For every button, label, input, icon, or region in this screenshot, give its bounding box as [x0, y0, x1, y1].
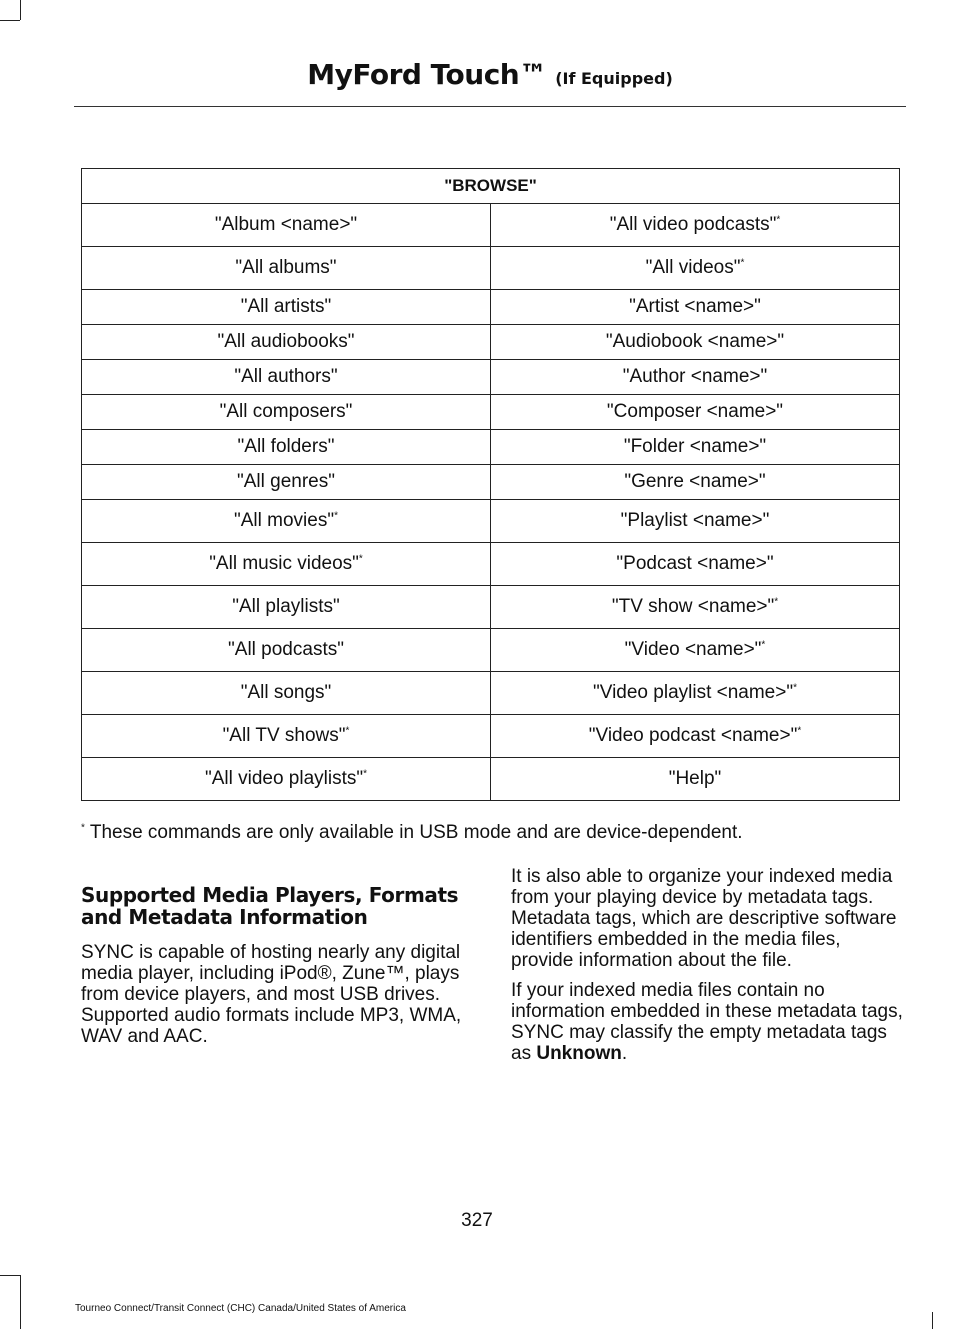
command-text: "Playlist <name>" — [620, 510, 770, 531]
footnote-marker: * — [334, 510, 338, 522]
table-row — [82, 290, 900, 325]
page-footer: Tourneo Connect/Transit Connect (CHC) Canada/United States of America — [75, 1303, 406, 1314]
table-cell-left — [82, 672, 491, 715]
paragraph: SYNC is capable of hosting nearly any digital media player, including iPod®, Zune™, plays from device players, and most USB drives. Supported audio formats include MP3, WMA, WAV and AAC. — [81, 942, 462, 1047]
command-text: "All albums" — [235, 257, 337, 278]
table-cell-right — [491, 758, 900, 801]
table-cell-left — [82, 629, 491, 672]
table-cell-left — [82, 465, 491, 500]
command-text: "All video podcasts" — [609, 214, 777, 235]
crop-mark — [932, 1312, 933, 1329]
command-text: "All podcasts" — [228, 639, 344, 660]
footnote — [81, 822, 743, 844]
table-cell-right — [491, 715, 900, 758]
footnote-marker: * — [81, 822, 85, 834]
table-row — [82, 395, 900, 430]
command-text: "All TV shows" — [222, 725, 346, 746]
command-text: "All composers" — [219, 401, 353, 422]
command-text: "Genre <name>" — [624, 471, 766, 492]
table-row — [82, 325, 900, 360]
table-row — [82, 715, 900, 758]
table-cell-right — [491, 290, 900, 325]
command-text: "Album <name>" — [214, 214, 358, 235]
table-cell-right — [491, 360, 900, 395]
page-header — [74, 58, 906, 107]
table-row — [82, 758, 900, 801]
table-cell-right — [491, 395, 900, 430]
table-cell-left — [82, 325, 491, 360]
table-heading: "BROWSE" — [82, 169, 900, 204]
table-cell-left — [82, 247, 491, 290]
table-cell-left — [82, 500, 491, 543]
table-row — [82, 247, 900, 290]
table-row — [82, 672, 900, 715]
command-text: "Artist <name>" — [629, 296, 761, 317]
command-text: "All videos" — [645, 257, 741, 278]
command-text: "Video podcast <name>" — [588, 725, 798, 746]
table-row — [82, 543, 900, 586]
table-cell-right — [491, 500, 900, 543]
table-cell-right — [491, 629, 900, 672]
command-text: "All authors" — [234, 366, 338, 387]
section-heading: Supported Media Players, Formats and Metadata Information — [81, 883, 459, 929]
footnote-marker: * — [740, 257, 745, 269]
command-text: "Author <name>" — [622, 366, 768, 387]
command-text: "All genres" — [237, 471, 335, 492]
table-cell-right — [491, 430, 900, 465]
command-text: "All video playlists" — [204, 768, 364, 789]
footnote-marker: * — [776, 214, 781, 226]
table-cell-left — [82, 290, 491, 325]
table-cell-right — [491, 543, 900, 586]
table-row — [82, 430, 900, 465]
table-cell-left — [82, 543, 491, 586]
table-cell-left — [82, 360, 491, 395]
footnote-marker: * — [797, 725, 802, 737]
command-text: "All audiobooks" — [217, 331, 355, 352]
command-text: "Video playlist <name>" — [593, 682, 794, 703]
table-row — [82, 360, 900, 395]
crop-mark — [0, 1275, 20, 1276]
footnote-marker: * — [363, 768, 368, 780]
command-text: "All playlists" — [232, 596, 340, 617]
table-cell-left — [82, 204, 491, 247]
footnote-marker: * — [345, 725, 350, 737]
table-row — [82, 629, 900, 672]
table-cell-left — [82, 586, 491, 629]
command-text: "All artists" — [240, 296, 332, 317]
command-text: "All songs" — [240, 682, 332, 703]
command-text: "Podcast <name>" — [616, 553, 774, 574]
bold-term: Unknown — [536, 1043, 622, 1064]
page-subtitle: (If Equipped) — [555, 69, 673, 88]
table-row — [82, 204, 900, 247]
table-cell-left — [82, 758, 491, 801]
table-cell-left — [82, 395, 491, 430]
table-row — [82, 465, 900, 500]
paragraph — [511, 980, 903, 1064]
command-text: "Video <name>" — [624, 639, 762, 660]
table-cell-right — [491, 465, 900, 500]
command-text: "Help" — [668, 768, 722, 789]
table-cell-right — [491, 325, 900, 360]
paragraph-text: If your indexed media files contain no information embedded in these metadata tags, SYNC may classify the empty metadata tags as — [511, 980, 903, 1064]
table-cell-left — [82, 715, 491, 758]
left-column — [81, 884, 476, 1056]
right-column — [511, 866, 903, 1073]
table-row — [82, 500, 900, 543]
crop-mark — [20, 1275, 21, 1329]
table-cell-right — [491, 247, 900, 290]
footnote-text: These commands are only available in USB mode and are device-dependent. — [89, 822, 743, 843]
command-text: "All folders" — [237, 436, 335, 457]
page-number: 327 — [461, 1210, 493, 1231]
footnote-marker: * — [358, 553, 363, 565]
paragraph: It is also able to organize your indexed media from your playing device by metadata tags. Metadata tags, which are descriptive software identifiers embedded in the media files, provide information about the file. — [511, 866, 897, 971]
page-title: MyFord Touch™ — [307, 58, 547, 91]
command-text: "TV show <name>" — [611, 596, 775, 617]
crop-mark — [0, 20, 20, 21]
command-text: "All music videos" — [209, 553, 359, 574]
footnote-marker: * — [774, 596, 779, 608]
table-cell-right — [491, 672, 900, 715]
paragraph-text: . — [621, 1043, 628, 1064]
command-text: "Composer <name>" — [606, 401, 784, 422]
table-body — [82, 204, 900, 801]
table-row — [82, 586, 900, 629]
command-text: "Audiobook <name>" — [605, 331, 785, 352]
footnote-marker: * — [761, 639, 766, 651]
table-cell-left — [82, 430, 491, 465]
footnote-marker: * — [793, 682, 797, 694]
command-text: "All movies" — [234, 510, 335, 531]
table-cell-right — [491, 204, 900, 247]
table-cell-right — [491, 586, 900, 629]
browse-commands-table — [81, 168, 900, 801]
crop-mark — [20, 0, 21, 20]
command-text: "Folder <name>" — [623, 436, 767, 457]
